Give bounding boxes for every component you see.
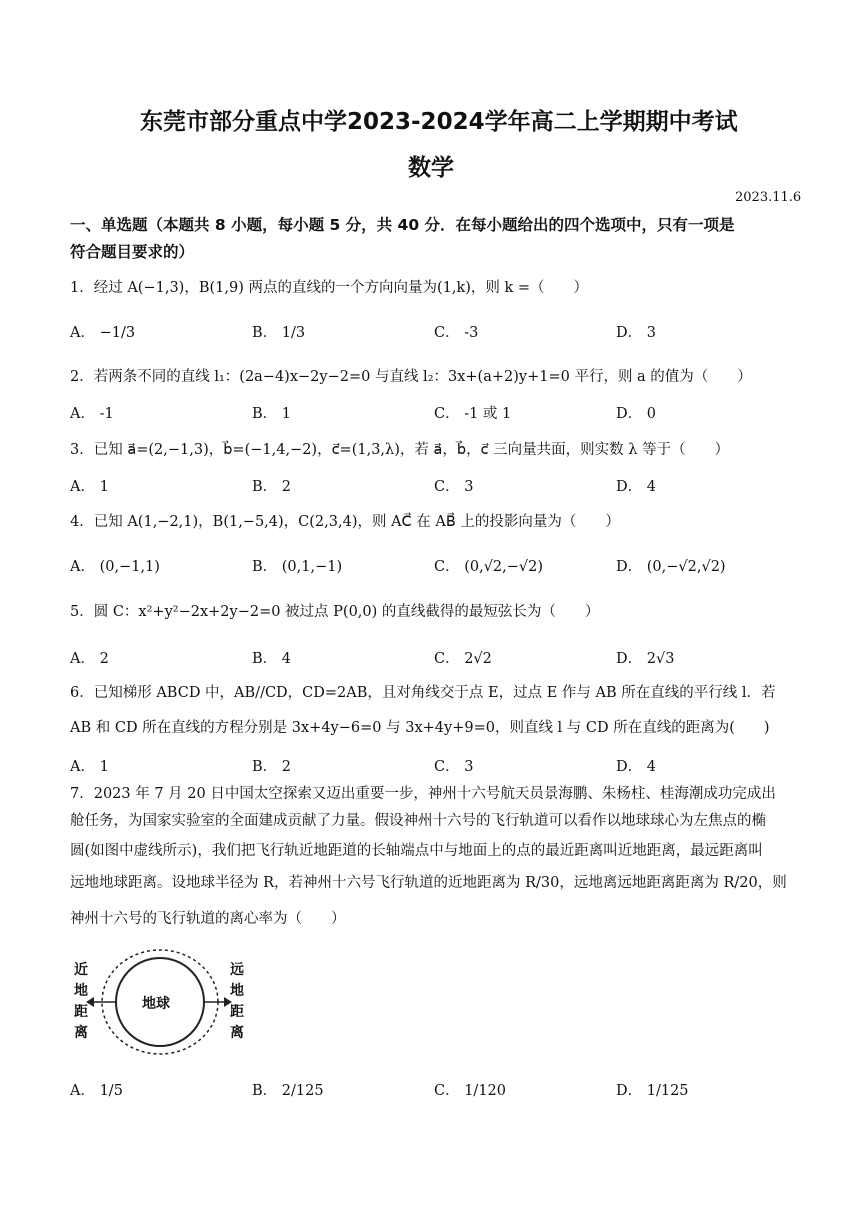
question-4-option-a: A． (0,−1,1)	[70, 559, 160, 575]
question-7-option-c: C． 1/120	[434, 1083, 506, 1099]
question-3-option-c: C． 3	[434, 479, 474, 495]
question-7-option-a: A． 1/5	[70, 1083, 123, 1099]
question-4-option-b: B． (0,1,−1)	[252, 559, 343, 575]
question-3-stem: 3．已知 a⃗=(2,−1,3)，b⃗=(−1,4,−2)，c⃗=(1,3,λ)，若 a⃗，b⃗，c⃗ 三向量共面，则实数 λ 等于（ ）	[70, 442, 730, 458]
earth-label: 地球	[142, 996, 170, 1012]
question-5-option-d: D． 2√3	[616, 651, 675, 667]
question-2-option-a: A． -1	[70, 406, 114, 422]
question-7-stem-line5: 神州十六号的飞行轨道的离心率为（ ）	[70, 911, 346, 927]
question-1-stem: 1．经过 A(−1,3)，B(1,9) 两点的直线的一个方向向量为(1,k)，则 k =（ ）	[70, 280, 589, 296]
exam-date: 2023.11.6	[735, 190, 802, 205]
question-3-option-a: A． 1	[70, 479, 109, 495]
question-7-stem-line4: 远地地球距离。设地球半径为 R，若神州十六号飞行轨道的近地距离为 R/30，远地离远地距离距离为 R/20，则	[70, 875, 787, 891]
question-4-option-c: C． (0,√2,−√2)	[434, 559, 544, 575]
question-4-option-d: D． (0,−√2,√2)	[616, 559, 726, 575]
question-6-stem-line1: 6．已知梯形 ABCD 中，AB//CD，CD=2AB，且对角线交于点 E，过点 E 作与 AB 所在直线的平行线 l．若	[70, 685, 776, 701]
question-7-stem-line2: 舱任务，为国家实验室的全面建成贡献了力量。假设神州十六号的飞行轨道可以看作以地球球心为左焦点的椭	[70, 813, 766, 829]
question-5-option-a: A． 2	[70, 651, 109, 667]
question-1-option-b: B． 1/3	[252, 325, 306, 341]
question-3-option-b: B． 2	[252, 479, 291, 495]
near-distance-label: 近地距离	[74, 962, 88, 1041]
question-6-option-c: C． 3	[434, 759, 474, 775]
orbit-diagram	[72, 942, 248, 1060]
question-4-stem: 4．已知 A(1,−2,1)，B(1,−5,4)，C(2,3,4)，则 AC⃗ 在 AB⃗ 上的投影向量为（ ）	[70, 514, 620, 530]
question-5-stem: 5．圆 C：x²+y²−2x+2y−2=0 被过点 P(0,0) 的直线截得的最短弦长为（ ）	[70, 604, 600, 620]
section-heading-line2: 符合题目要求的）	[70, 243, 195, 261]
question-2-stem: 2．若两条不同的直线 l₁：(2a−4)x−2y−2=0 与直线 l₂：3x+(a+2)y+1=0 平行，则 a 的值为（ ）	[70, 369, 752, 385]
subject-title: 数学	[408, 155, 454, 181]
question-6-option-b: B． 2	[252, 759, 291, 775]
question-7-stem-line3: 圆(如图中虚线所示)，我们把飞行轨近地距道的长轴端点中与地面上的点的最近距离叫近地距离，最远距离叫	[70, 843, 763, 859]
question-1-option-a: A． −1/3	[70, 325, 136, 341]
question-3-option-d: D． 4	[616, 479, 656, 495]
question-1-option-d: D． 3	[616, 325, 656, 341]
section-heading-line1: 一、单选题（本题共 8 小题，每小题 5 分，共 40 分．在每小题给出的四个选项中，只有一项是	[70, 216, 735, 234]
question-6-option-a: A． 1	[70, 759, 109, 775]
question-7-option-b: B． 2/125	[252, 1083, 324, 1099]
question-1-option-c: C． -3	[434, 325, 479, 341]
far-distance-label: 远地距离	[230, 962, 244, 1041]
question-7-option-d: D． 1/125	[616, 1083, 689, 1099]
question-7-stem-line1: 7．2023 年 7 月 20 日中国太空探索又迈出重要一步，神州十六号航天员景海鹏、朱杨柱、桂海潮成功完成出	[70, 786, 776, 802]
question-5-option-b: B． 4	[252, 651, 291, 667]
question-2-option-c: C． -1 或 1	[434, 406, 512, 422]
question-5-option-c: C． 2√2	[434, 651, 492, 667]
exam-title: 东莞市部分重点中学2023-2024学年高二上学期期中考试	[140, 109, 738, 135]
question-6-stem-line2: AB 和 CD 所在直线的方程分别是 3x+4y−6=0 与 3x+4y+9=0，则直线 l 与 CD 所在直线的距离为( )	[70, 720, 770, 736]
question-2-option-d: D． 0	[616, 406, 656, 422]
question-6-option-d: D． 4	[616, 759, 656, 775]
question-2-option-b: B． 1	[252, 406, 291, 422]
